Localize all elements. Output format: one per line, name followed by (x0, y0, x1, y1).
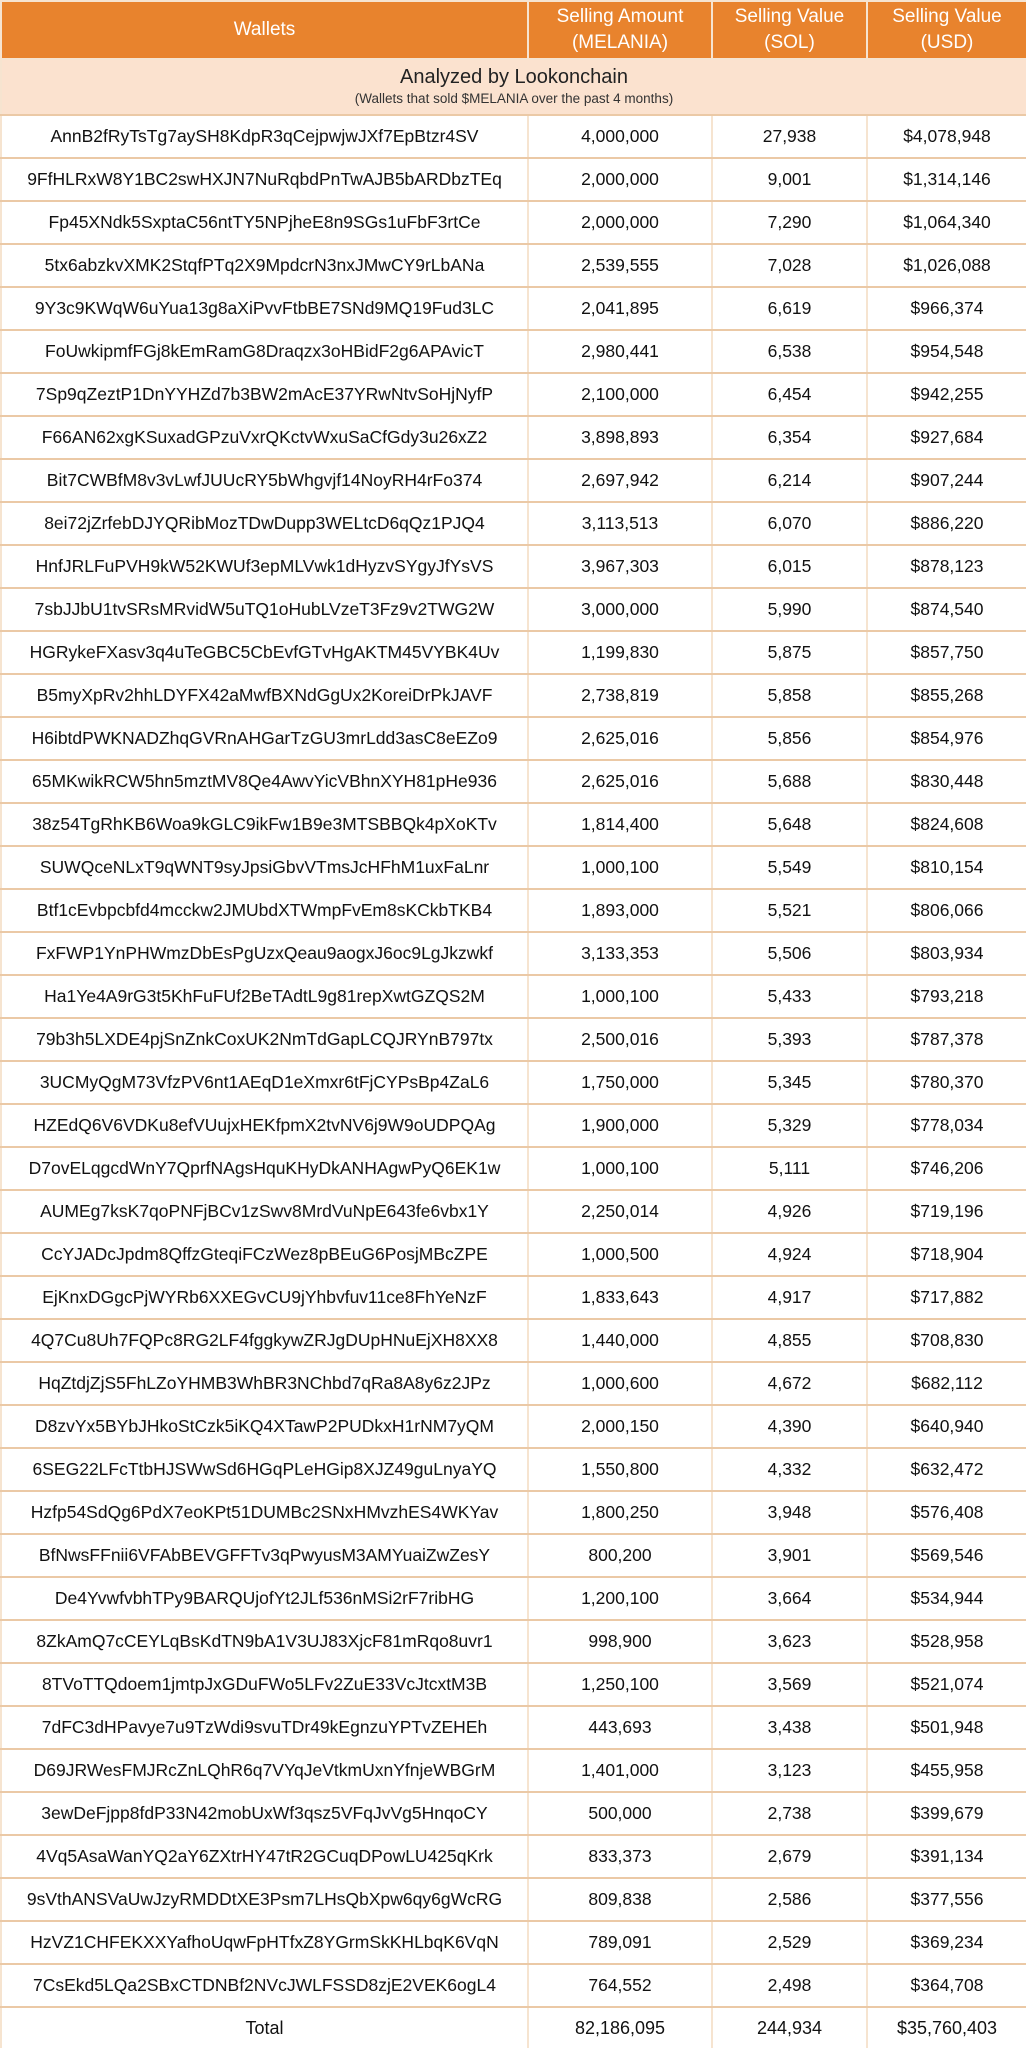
selling-amount-melania: 1,199,830 (528, 631, 712, 674)
wallet-address: 9FfHLRxW8Y1BC2swHXJN7NuRqbdPnTwAJB5bARDbzTEq (1, 158, 528, 201)
selling-value-sol: 6,354 (712, 416, 867, 459)
wallet-address: Bit7CWBfM8v3vLwfJUUcRY5bWhgvjf14NoyRH4rFo374 (1, 459, 528, 502)
selling-value-usd: $907,244 (867, 459, 1026, 502)
selling-amount-melania: 2,500,016 (528, 1018, 712, 1061)
selling-amount-melania: 1,000,100 (528, 975, 712, 1018)
selling-value-sol: 3,901 (712, 1534, 867, 1577)
selling-value-sol: 6,454 (712, 373, 867, 416)
table-row (1, 1491, 1026, 1534)
selling-value-sol: 3,569 (712, 1663, 867, 1706)
subheader-row (1, 59, 1026, 115)
wallet-address: 7Sp9qZeztP1DnYYHZd7b3BW2mAcE37YRwNtvSoHjNyfP (1, 373, 528, 416)
selling-value-sol: 6,619 (712, 287, 867, 330)
selling-amount-melania: 2,738,819 (528, 674, 712, 717)
selling-amount-melania: 1,000,100 (528, 846, 712, 889)
selling-value-usd: $369,234 (867, 1921, 1026, 1964)
selling-amount-melania: 1,750,000 (528, 1061, 712, 1104)
wallet-address: F66AN62xgKSuxadGPzuVxrQKctvWxuSaCfGdy3u26xZ2 (1, 416, 528, 459)
selling-amount-melania: 1,401,000 (528, 1749, 712, 1792)
table-row (1, 932, 1026, 975)
selling-value-sol: 2,498 (712, 1964, 867, 2007)
wallet-address: D69JRWesFMJRcZnLQhR6q7VYqJeVtkmUxnYfnjeWBGrM (1, 1749, 528, 1792)
selling-value-usd: $966,374 (867, 287, 1026, 330)
selling-amount-melania: 4,000,000 (528, 115, 712, 158)
table-row (1, 373, 1026, 416)
wallet-address: 8ei72jZrfebDJYQRibMozTDwDupp3WELtcD6qQz1PJQ4 (1, 502, 528, 545)
selling-value-sol: 5,111 (712, 1147, 867, 1190)
wallet-address: 5tx6abzkvXMK2StqfPTq2X9MpdcrN3nxJMwCY9rLbANa (1, 244, 528, 287)
selling-amount-melania: 2,000,150 (528, 1405, 712, 1448)
table-row (1, 1663, 1026, 1706)
selling-value-usd: $528,958 (867, 1620, 1026, 1663)
selling-amount-melania: 3,967,303 (528, 545, 712, 588)
table-header-row (1, 1, 1026, 59)
column-header-selling-value-sol-line1: Selling Value (734, 6, 845, 27)
selling-amount-melania: 809,838 (528, 1878, 712, 1921)
selling-value-sol: 5,521 (712, 889, 867, 932)
wallet-address: 9sVthANSVaUwJzyRMDDtXE3Psm7LHsQbXpw6qy6gWcRG (1, 1878, 528, 1921)
table-row (1, 1835, 1026, 1878)
selling-value-usd: $787,378 (867, 1018, 1026, 1061)
selling-amount-melania: 1,550,800 (528, 1448, 712, 1491)
column-header-selling-value-sol-line2: (SOL) (764, 32, 815, 53)
table-row (1, 717, 1026, 760)
column-header-selling-amount-line2: (MELANIA) (571, 32, 669, 53)
selling-value-sol: 2,529 (712, 1921, 867, 1964)
table-row (1, 1921, 1026, 1964)
selling-value-usd: $708,830 (867, 1319, 1026, 1362)
column-header-selling-value-usd-line1: Selling Value (892, 6, 1002, 27)
column-header-wallets (1, 1, 528, 59)
wallet-address: HZEdQ6V6VDKu8efVUujxHEKfpmX2tvNV6j9W9oUDPQAg (1, 1104, 528, 1147)
wallet-address: 4Q7Cu8Uh7FQPc8RG2LF4fggkywZRJgDUpHNuEjXH8XX8 (1, 1319, 528, 1362)
table-row (1, 1534, 1026, 1577)
selling-value-sol: 4,390 (712, 1405, 867, 1448)
selling-value-usd: $364,708 (867, 1964, 1026, 2007)
selling-value-sol: 3,664 (712, 1577, 867, 1620)
table-row (1, 1018, 1026, 1061)
selling-value-usd: $455,958 (867, 1749, 1026, 1792)
selling-value-sol: 3,623 (712, 1620, 867, 1663)
selling-amount-melania: 998,900 (528, 1620, 712, 1663)
wallet-address: HqZtdjZjS5FhLZoYHMB3WhBR3NChbd7qRa8A8y6z2JPz (1, 1362, 528, 1405)
total-selling-value-usd: $35,760,403 (867, 2007, 1026, 2048)
wallet-address: 7sbJJbU1tvSRsMRvidW5uTQ1oHubLVzeT3Fz9v2TWG2W (1, 588, 528, 631)
selling-value-sol: 5,875 (712, 631, 867, 674)
table-row (1, 889, 1026, 932)
wallet-address: 7dFC3dHPavye7u9TzWdi9svuTDr49kEgnzuYPTvZEHEh (1, 1706, 528, 1749)
table-row (1, 1878, 1026, 1921)
selling-value-sol: 3,948 (712, 1491, 867, 1534)
table-row (1, 545, 1026, 588)
selling-amount-melania: 2,100,000 (528, 373, 712, 416)
selling-value-usd: $806,066 (867, 889, 1026, 932)
selling-amount-melania: 1,250,100 (528, 1663, 712, 1706)
selling-amount-melania: 1,000,600 (528, 1362, 712, 1405)
selling-value-sol: 27,938 (712, 115, 867, 158)
selling-value-sol: 4,926 (712, 1190, 867, 1233)
table-row (1, 1276, 1026, 1319)
table-row (1, 1964, 1026, 2007)
selling-value-usd: $719,196 (867, 1190, 1026, 1233)
table-row (1, 760, 1026, 803)
selling-value-sol: 7,028 (712, 244, 867, 287)
selling-value-sol: 7,290 (712, 201, 867, 244)
wallet-address: CcYJADcJpdm8QffzGteqiFCzWez8pBEuG6PosjMBcZPE (1, 1233, 528, 1276)
selling-value-sol: 5,506 (712, 932, 867, 975)
wallet-address: 8ZkAmQ7cCEYLqBsKdTN9bA1V3UJ83XjcF81mRqo8uvr1 (1, 1620, 528, 1663)
selling-value-usd: $501,948 (867, 1706, 1026, 1749)
table-row (1, 1147, 1026, 1190)
wallet-address: 3ewDeFjpp8fdP33N42mobUxWf3qsz5VFqJvVg5HnqoCY (1, 1792, 528, 1835)
selling-value-usd: $569,546 (867, 1534, 1026, 1577)
selling-value-usd: $391,134 (867, 1835, 1026, 1878)
selling-value-sol: 6,015 (712, 545, 867, 588)
selling-value-usd: $718,904 (867, 1233, 1026, 1276)
selling-value-sol: 6,538 (712, 330, 867, 373)
selling-value-usd: $855,268 (867, 674, 1026, 717)
selling-value-usd: $746,206 (867, 1147, 1026, 1190)
selling-amount-melania: 500,000 (528, 1792, 712, 1835)
wallet-address: 65MKwikRCW5hn5mztMV8Qe4AwvYicVBhnXYH81pHe936 (1, 760, 528, 803)
selling-value-usd: $640,940 (867, 1405, 1026, 1448)
table-row (1, 502, 1026, 545)
selling-amount-melania: 1,833,643 (528, 1276, 712, 1319)
selling-value-usd: $857,750 (867, 631, 1026, 674)
selling-amount-melania: 1,900,000 (528, 1104, 712, 1147)
table-row (1, 1577, 1026, 1620)
selling-value-sol: 5,990 (712, 588, 867, 631)
column-header-selling-value-sol (712, 1, 867, 59)
selling-amount-melania: 833,373 (528, 1835, 712, 1878)
table-row (1, 1319, 1026, 1362)
selling-value-sol: 4,924 (712, 1233, 867, 1276)
selling-value-usd: $399,679 (867, 1792, 1026, 1835)
selling-value-usd: $778,034 (867, 1104, 1026, 1147)
selling-amount-melania: 1,814,400 (528, 803, 712, 846)
wallet-address: HGRykeFXasv3q4uTeGBC5CbEvfGTvHgAKTM45VYBK4Uv (1, 631, 528, 674)
selling-amount-melania: 2,000,000 (528, 158, 712, 201)
selling-amount-melania: 800,200 (528, 1534, 712, 1577)
wallet-address: Btf1cEvbpcbfd4mcckw2JMUbdXTWmpFvEm8sKCkbTKB4 (1, 889, 528, 932)
wallet-address: HnfJRLFuPVH9kW52KWUf3epMLVwk1dHyzvSYgyJfYsVS (1, 545, 528, 588)
wallet-address: BfNwsFFnii6VFAbBEVGFFTv3qPwyusM3AMYuaiZwZesY (1, 1534, 528, 1577)
selling-value-usd: $927,684 (867, 416, 1026, 459)
selling-value-usd: $824,608 (867, 803, 1026, 846)
selling-amount-melania: 3,000,000 (528, 588, 712, 631)
selling-value-sol: 4,672 (712, 1362, 867, 1405)
selling-value-sol: 4,917 (712, 1276, 867, 1319)
selling-amount-melania: 1,000,500 (528, 1233, 712, 1276)
selling-value-sol: 5,688 (712, 760, 867, 803)
wallet-address: 38z54TgRhKB6Woa9kGLC9ikFw1B9e3MTSBBQk4pXoKTv (1, 803, 528, 846)
total-row (1, 2007, 1026, 2048)
wallet-address: HzVZ1CHFEKXXYafhoUqwFpHTfxZ8YGrmSkKHLbqK6VqN (1, 1921, 528, 1964)
selling-amount-melania: 789,091 (528, 1921, 712, 1964)
table-row (1, 803, 1026, 846)
wallet-address: 6SEG22LFcTtbHJSWwSd6HGqPLeHGip8XJZ49guLnyaYQ (1, 1448, 528, 1491)
wallet-address: 7CsEkd5LQa2SBxCTDNBf2NVcJWLFSSD8zjE2VEK6ogL4 (1, 1964, 528, 2007)
selling-value-usd: $878,123 (867, 545, 1026, 588)
selling-amount-melania: 2,697,942 (528, 459, 712, 502)
table-row (1, 588, 1026, 631)
wallet-address: De4YvwfvbhTPy9BARQUjofYt2JLf536nMSi2rF7ribHG (1, 1577, 528, 1620)
table-row (1, 1749, 1026, 1792)
selling-value-usd: $874,540 (867, 588, 1026, 631)
table-row (1, 1362, 1026, 1405)
selling-value-usd: $1,026,088 (867, 244, 1026, 287)
selling-amount-melania: 1,440,000 (528, 1319, 712, 1362)
table-row (1, 631, 1026, 674)
table-row (1, 416, 1026, 459)
column-header-selling-value-usd-line2: (USD) (920, 32, 974, 53)
selling-amount-melania: 1,000,100 (528, 1147, 712, 1190)
selling-value-usd: $521,074 (867, 1663, 1026, 1706)
wallet-address: AnnB2fRyTsTg7aySH8KdpR3qCejpwjwJXf7EpBtzr4SV (1, 115, 528, 158)
selling-value-usd: $1,064,340 (867, 201, 1026, 244)
table-row (1, 1620, 1026, 1663)
table-row (1, 1233, 1026, 1276)
total-selling-value-sol: 244,934 (712, 2007, 867, 2048)
wallet-address: 3UCMyQgM73VfzPV6nt1AEqD1eXmxr6tFjCYPsBp4ZaL6 (1, 1061, 528, 1104)
wallet-address: H6ibtdPWKNADZhqGVRnAHGarTzGU3mrLdd3asC8eEZo9 (1, 717, 528, 760)
selling-value-sol: 5,549 (712, 846, 867, 889)
selling-value-usd: $4,078,948 (867, 115, 1026, 158)
selling-amount-melania: 443,693 (528, 1706, 712, 1749)
selling-value-usd: $854,976 (867, 717, 1026, 760)
wallet-address: Ha1Ye4A9rG3t5KhFuFUf2BeTAdtL9g81repXwtGZQS2M (1, 975, 528, 1018)
selling-value-usd: $534,944 (867, 1577, 1026, 1620)
wallet-address: D7ovELqgcdWnY7QprfNAgsHquKHyDkANHAgwPyQ6EK1w (1, 1147, 528, 1190)
selling-value-usd: $576,408 (867, 1491, 1026, 1534)
table-row (1, 1190, 1026, 1233)
table-row (1, 1061, 1026, 1104)
wallet-address: B5myXpRv2hhLDYFX42aMwfBXNdGgUx2KoreiDrPkJAVF (1, 674, 528, 717)
table-row (1, 201, 1026, 244)
selling-value-sol: 5,856 (712, 717, 867, 760)
selling-amount-melania: 764,552 (528, 1964, 712, 2007)
table-row (1, 1405, 1026, 1448)
column-header-selling-amount-line1: Selling Amount (556, 6, 684, 27)
table-row (1, 975, 1026, 1018)
selling-amount-melania: 3,133,353 (528, 932, 712, 975)
table-row (1, 1792, 1026, 1835)
table-row (1, 674, 1026, 717)
column-header-selling-amount (528, 1, 712, 59)
selling-value-usd: $954,548 (867, 330, 1026, 373)
selling-value-usd: $830,448 (867, 760, 1026, 803)
selling-value-usd: $886,220 (867, 502, 1026, 545)
selling-amount-melania: 2,041,895 (528, 287, 712, 330)
selling-value-sol: 3,438 (712, 1706, 867, 1749)
selling-amount-melania: 2,250,014 (528, 1190, 712, 1233)
table-row (1, 158, 1026, 201)
selling-value-sol: 6,214 (712, 459, 867, 502)
selling-value-usd: $793,218 (867, 975, 1026, 1018)
selling-amount-melania: 3,113,513 (528, 502, 712, 545)
selling-value-sol: 5,433 (712, 975, 867, 1018)
selling-value-sol: 5,345 (712, 1061, 867, 1104)
wallet-address: D8zvYx5BYbJHkoStCzk5iKQ4XTawP2PUDkxH1rNM7yQM (1, 1405, 528, 1448)
selling-value-usd: $780,370 (867, 1061, 1026, 1104)
selling-value-sol: 5,648 (712, 803, 867, 846)
wallet-address: FxFWP1YnPHWmzDbEsPgUzxQeau9aogxJ6oc9LgJkzwkf (1, 932, 528, 975)
selling-amount-melania: 2,000,000 (528, 201, 712, 244)
table-row (1, 287, 1026, 330)
table-body (1, 115, 1026, 2007)
table-row (1, 244, 1026, 287)
wallet-address: AUMEg7ksK7qoPNFjBCv1zSwv8MrdVuNpE643fe6vbx1Y (1, 1190, 528, 1233)
selling-amount-melania: 2,980,441 (528, 330, 712, 373)
selling-value-usd: $1,314,146 (867, 158, 1026, 201)
selling-value-sol: 4,855 (712, 1319, 867, 1362)
table-row (1, 330, 1026, 373)
total-selling-amount-melania: 82,186,095 (528, 2007, 712, 2048)
table-row (1, 459, 1026, 502)
selling-value-sol: 5,858 (712, 674, 867, 717)
selling-amount-melania: 2,625,016 (528, 717, 712, 760)
column-header-selling-value-usd (867, 1, 1026, 59)
selling-value-usd: $632,472 (867, 1448, 1026, 1491)
selling-value-usd: $682,112 (867, 1362, 1026, 1405)
selling-value-sol: 4,332 (712, 1448, 867, 1491)
analysis-scope-subtitle: (Wallets that sold $MELANIA over the past 4 months) (354, 91, 674, 106)
wallet-address: 9Y3c9KWqW6uYua13g8aXiPvvFtbBE7SNd9MQ19Fud3LC (1, 287, 528, 330)
wallet-address: Fp45XNdk5SxptaC56ntTY5NPjheE8n9SGs1uFbF3rtCe (1, 201, 528, 244)
selling-value-usd: $942,255 (867, 373, 1026, 416)
subheader-cell (1, 59, 1026, 115)
selling-value-sol: 9,001 (712, 158, 867, 201)
wallet-address: 4Vq5AsaWanYQ2aY6ZXtrHY47tR2GCuqDPowLU425qKrk (1, 1835, 528, 1878)
selling-value-sol: 2,738 (712, 1792, 867, 1835)
selling-value-usd: $810,154 (867, 846, 1026, 889)
selling-value-sol: 6,070 (712, 502, 867, 545)
table-row (1, 1104, 1026, 1147)
wallet-address: EjKnxDGgcPjWYRb6XXEGvCU9jYhbvfuv11ce8FhYeNzF (1, 1276, 528, 1319)
wallet-address: SUWQceNLxT9qWNT9syJpsiGbvVTmsJcHFhM1uxFaLnr (1, 846, 528, 889)
selling-amount-melania: 3,898,893 (528, 416, 712, 459)
analysis-source-title: Analyzed by Lookonchain (400, 66, 628, 88)
column-header-wallets-label: Wallets (233, 19, 296, 40)
selling-value-sol: 2,586 (712, 1878, 867, 1921)
selling-value-sol: 3,123 (712, 1749, 867, 1792)
selling-value-usd: $803,934 (867, 932, 1026, 975)
table-row (1, 1706, 1026, 1749)
selling-value-usd: $377,556 (867, 1878, 1026, 1921)
table-row (1, 846, 1026, 889)
table-row (1, 115, 1026, 158)
selling-amount-melania: 1,893,000 (528, 889, 712, 932)
selling-value-sol: 2,679 (712, 1835, 867, 1878)
selling-amount-melania: 2,625,016 (528, 760, 712, 803)
total-label: Total (1, 2007, 528, 2048)
table-row (1, 1448, 1026, 1491)
wallet-address: FoUwkipmfFGj8kEmRamG8Draqzx3oHBidF2g6APAvicT (1, 330, 528, 373)
selling-value-sol: 5,329 (712, 1104, 867, 1147)
selling-amount-melania: 1,800,250 (528, 1491, 712, 1534)
wallet-address: 8TVoTTQdoem1jmtpJxGDuFWo5LFv2ZuE33VcJtcxtM3B (1, 1663, 528, 1706)
selling-amount-melania: 1,200,100 (528, 1577, 712, 1620)
selling-value-sol: 5,393 (712, 1018, 867, 1061)
selling-amount-melania: 2,539,555 (528, 244, 712, 287)
wallet-address: 79b3h5LXDE4pjSnZnkCoxUK2NmTdGapLCQJRYnB797tx (1, 1018, 528, 1061)
wallet-address: Hzfp54SdQg6PdX7eoKPt51DUMBc2SNxHMvzhES4WKYav (1, 1491, 528, 1534)
selling-value-usd: $717,882 (867, 1276, 1026, 1319)
